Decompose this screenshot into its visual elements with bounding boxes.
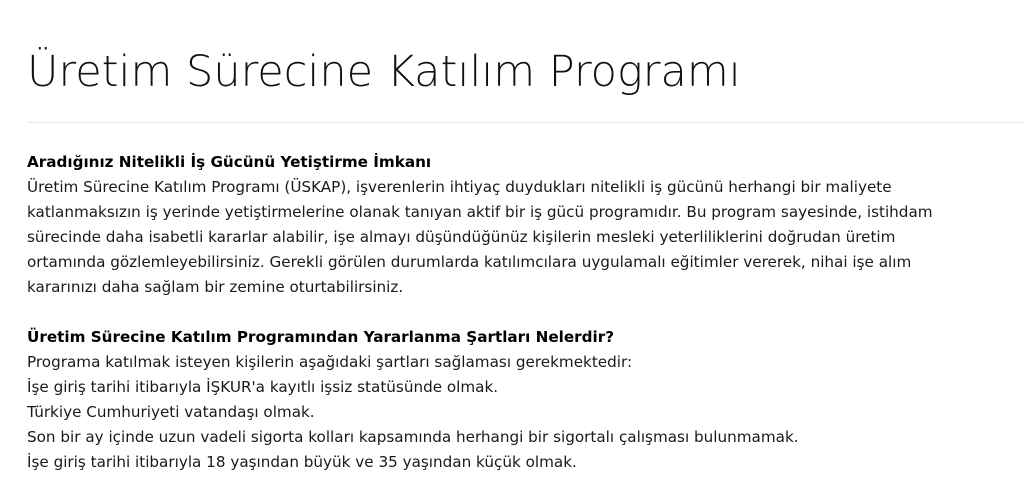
requirement-item: Son bir ay içinde uzun vadeli sigorta kolları kapsamında herhangi bir sigortalı çalışması bulunmamak. <box>27 428 799 446</box>
paragraph-line: sürecinde daha isabetli kararlar alabilir, işe almayı düşündüğünüz kişilerin mesleki yeterliliklerini doğrudan üretim <box>27 228 896 246</box>
requirement-item: Türkiye Cumhuriyeti vatandaşı olmak. <box>27 403 315 421</box>
paragraph-line: katlanmaksızın iş yerinde yetiştirmelerine olanak tanıyan aktif bir iş gücü programıdır. Bu program sayesinde, istihdam <box>27 203 933 221</box>
article-content <box>27 150 1027 475</box>
section-heading-requirements: Üretim Sürecine Katılım Programından Yararlanma Şartları Nelerdir? <box>27 328 615 346</box>
section-heading-training: Aradığınız Nitelikli İş Gücünü Yetiştirme İmkanı <box>27 153 432 171</box>
requirements-intro: Programa katılmak isteyen kişilerin aşağıdaki şartları sağlaması gerekmektedir: <box>27 353 633 371</box>
requirement-item: İşe giriş tarihi itibarıyla İŞKUR'a kayıtlı işsiz statüsünde olmak. <box>27 378 499 396</box>
paragraph-line: ortamında gözlemleyebilirsiniz. Gerekli görülen durumlarda katılımcılara uygulamalı eğitimler vererek, nihai işe alım <box>27 253 912 271</box>
page-title: Üretim Sürecine Katılım Programı <box>27 47 741 97</box>
requirement-item: İşe giriş tarihi itibarıyla 18 yaşından büyük ve 35 yaşından küçük olmak. <box>27 453 577 471</box>
paragraph-line: Üretim Sürecine Katılım Programı (ÜSKAP), işverenlerin ihtiyaç duydukları nitelikli iş gücünü herhangi bir maliyete <box>27 178 892 196</box>
spacer <box>27 300 1027 325</box>
title-divider <box>27 122 1024 123</box>
paragraph-line: kararınızı daha sağlam bir zemine oturtabilirsiniz. <box>27 278 404 296</box>
